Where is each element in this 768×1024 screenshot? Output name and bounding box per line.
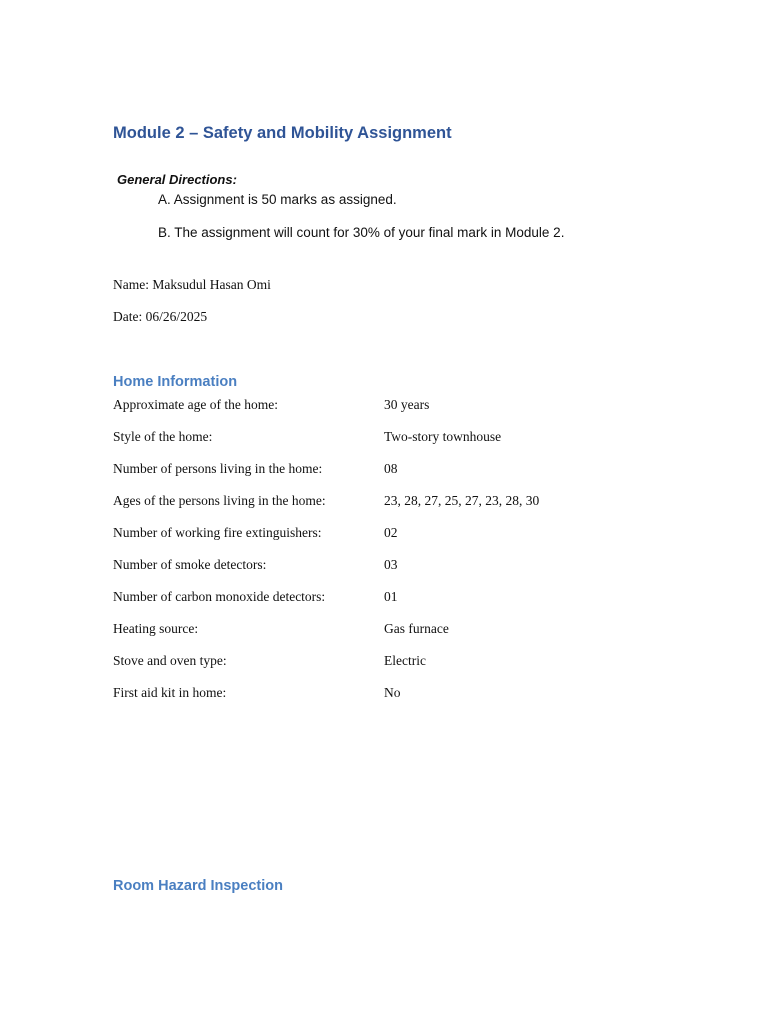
row-label: Heating source: (113, 621, 199, 636)
row-label: Number of carbon monoxide detectors: (113, 589, 326, 604)
row-value: Electric (384, 653, 426, 668)
row-label: Number of persons living in the home: (113, 461, 323, 476)
document-title: Module 2 – Safety and Mobility Assignment (113, 124, 452, 142)
row-value: Gas furnace (384, 621, 449, 636)
room-hazard-inspection-heading: Room Hazard Inspection (113, 878, 283, 894)
direction-item-a: A. Assignment is 50 marks as assigned. (158, 192, 397, 207)
table-row (113, 429, 633, 461)
row-label: Style of the home: (113, 429, 213, 444)
table-row (113, 557, 633, 589)
row-value: 30 years (384, 397, 430, 412)
row-value: 23, 28, 27, 25, 27, 23, 28, 30 (384, 493, 540, 508)
row-label: Ages of the persons living in the home: (113, 493, 326, 508)
row-value: 08 (384, 461, 398, 476)
row-value: Two-story townhouse (384, 429, 502, 444)
home-information-heading: Home Information (113, 374, 238, 390)
row-value: No (384, 685, 401, 700)
home-information-table (113, 397, 633, 717)
row-label: First aid kit in home: (113, 685, 227, 700)
table-row (113, 685, 633, 717)
table-row (113, 525, 633, 557)
table-row (113, 589, 633, 621)
row-label: Number of working fire extinguishers: (113, 525, 322, 540)
student-name: Name: Maksudul Hasan Omi (113, 277, 271, 292)
submission-date: Date: 06/26/2025 (113, 309, 208, 324)
direction-item-b: B. The assignment will count for 30% of your final mark in Module 2. (158, 225, 565, 240)
table-row (113, 621, 633, 653)
row-label: Number of smoke detectors: (113, 557, 267, 572)
row-label: Stove and oven type: (113, 653, 227, 668)
general-directions-heading: General Directions: (117, 172, 237, 187)
table-row (113, 493, 633, 525)
table-row (113, 653, 633, 685)
table-row (113, 461, 633, 493)
row-value: 03 (384, 557, 398, 572)
row-value: 01 (384, 589, 398, 604)
row-label: Approximate age of the home: (113, 397, 278, 412)
row-value: 02 (384, 525, 398, 540)
table-row (113, 397, 633, 429)
